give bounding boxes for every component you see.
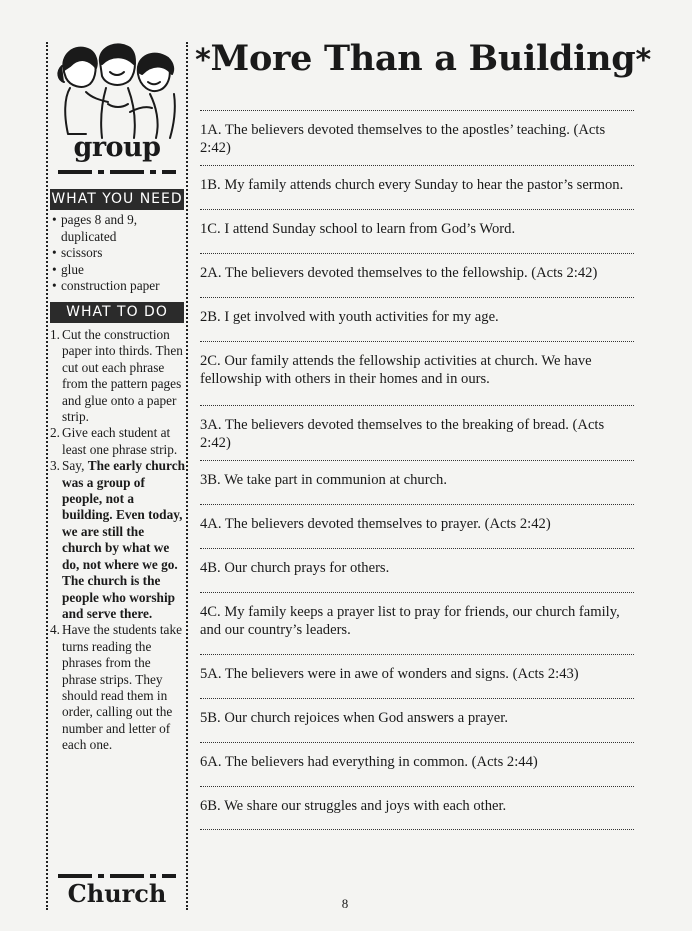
materials-item: • scissors <box>52 245 184 262</box>
what-you-need-heading: WHAT YOU NEED <box>50 189 184 210</box>
phrase-row: 4C. My family keeps a prayer list to pray for friends, our church family, and our country’s leaders. <box>200 592 634 654</box>
group-of-kids-illustration <box>56 42 178 142</box>
category-label: group <box>73 132 161 163</box>
divider-rule <box>58 874 176 878</box>
page-number: 8 <box>341 896 349 911</box>
star-icon: * <box>635 43 651 78</box>
materials-item: • pages 8 and 9, duplicated <box>52 212 184 245</box>
phrase-row: 5B. Our church rejoices when God answers a prayer. <box>200 698 634 742</box>
materials-item: • glue <box>52 262 184 279</box>
sidebar-left-border <box>46 42 48 910</box>
phrase-row: 6A. The believers had everything in common. (Acts 2:44) <box>200 742 634 786</box>
phrase-row: 5A. The believers were in awe of wonders and signs. (Acts 2:43) <box>200 654 634 698</box>
what-to-do-heading: WHAT TO DO <box>50 302 184 323</box>
instruction-step: 4. Have the students take turns reading the phrases from the phrase strips. They should read them in order, calling out the number and letter of each one. <box>50 622 183 753</box>
sidebar <box>46 42 188 910</box>
materials-item: • construction paper <box>52 278 184 295</box>
phrase-row: 3A. The believers devoted themselves to the breaking of bread. (Acts 2:42) <box>200 405 634 460</box>
phrase-row: 6B. We share our struggles and joys with each other. <box>200 786 634 830</box>
instructions-list <box>50 327 186 754</box>
phrase-row: 2A. The believers devoted themselves to the fellowship. (Acts 2:42) <box>200 253 634 297</box>
phrase-row: 1A. The believers devoted themselves to the apostles’ teaching. (Acts 2:42) <box>200 110 634 154</box>
phrase-row: 4B. Our church prays for others. <box>200 548 634 592</box>
phrase-row: 1B. My family attends church every Sunday to hear the pastor’s sermon. <box>200 165 634 209</box>
instruction-step: 1. Cut the construction paper into thirds. Then cut out each phrase from the pattern pages and glue onto a paper strip. <box>50 327 183 425</box>
phrase-row: 2C. Our family attends the fellowship activities at church. We have fellowship with others in their homes and in ours. <box>200 341 634 405</box>
sidebar-right-border <box>186 42 188 910</box>
divider-rule <box>58 170 176 174</box>
script-text: The early church was a group of people, not a building. Even today, we are still the church by what we do, not where we go. The church is the people who worship and serve there. <box>62 458 185 621</box>
phrase-row: 2B. I get involved with youth activities for my age. <box>200 297 634 341</box>
instruction-step: 3. Say, The early church was a group of people, not a building. Even today, we are still the church by what we do, not where we go. The church is the people who worship and serve there. <box>50 458 185 621</box>
phrase-row: 1C. I attend Sunday school to learn from God’s Word. <box>200 209 634 253</box>
star-icon: * <box>195 43 211 78</box>
instruction-step: 2. Give each student at least one phrase strip. <box>50 425 178 457</box>
page-title: *More Than a Building* <box>195 38 651 79</box>
materials-list <box>52 212 184 295</box>
phrase-row: 4A. The believers devoted themselves to prayer. (Acts 2:42) <box>200 504 634 548</box>
footer-label: Church <box>67 879 167 908</box>
phrase-row: 3B. We take part in communion at church. <box>200 460 634 504</box>
